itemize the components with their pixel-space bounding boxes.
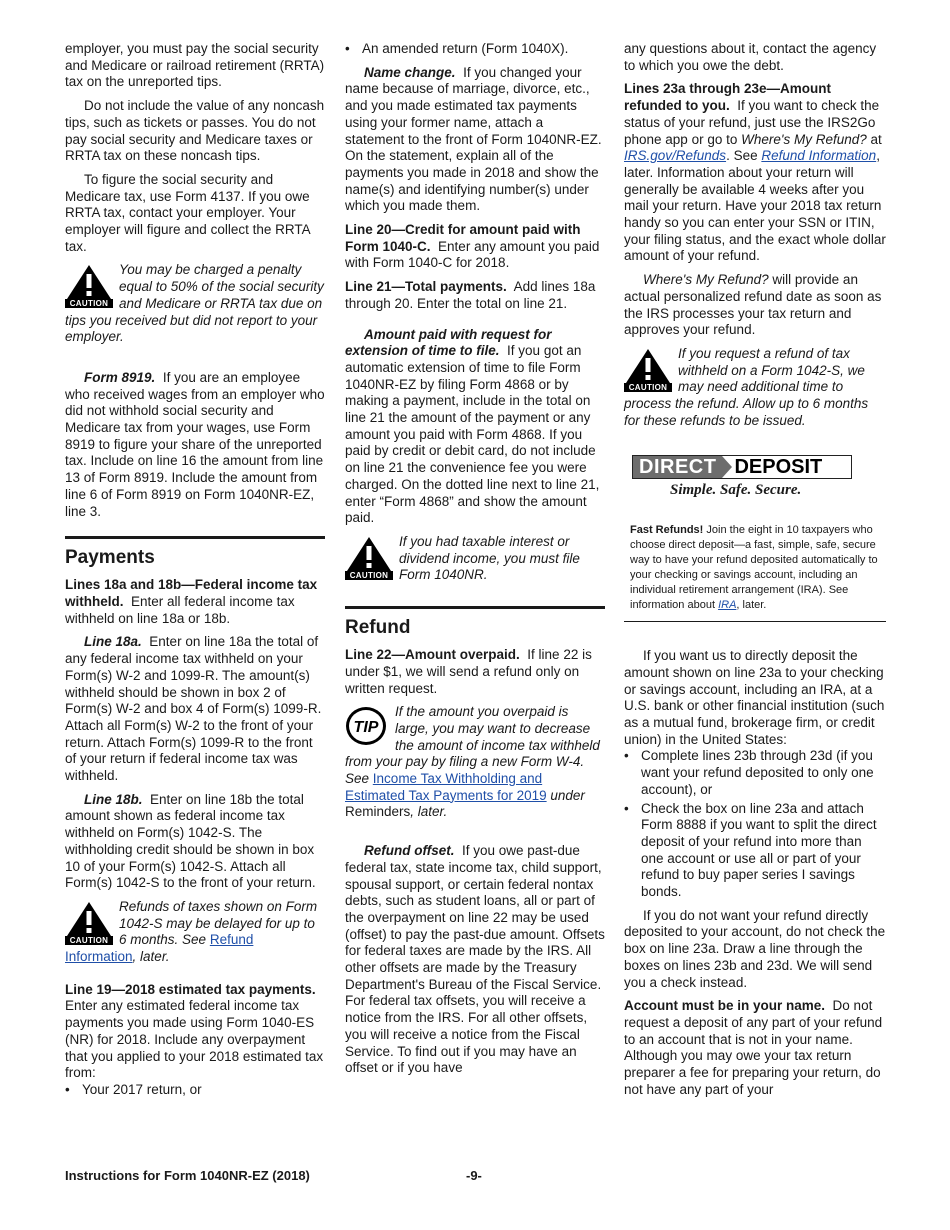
- caution-icon: CAUTION: [624, 348, 672, 392]
- section-rule: [624, 621, 886, 622]
- caution-text: If you request a refund of tax withheld on a Form 1042-S, we may need additional time to process the refund. Allow up to 6 months for these refunds to be issued.: [624, 345, 869, 428]
- paragraph: Do not include the value of any noncash tips, such as tickets or passes. You do not pay social security and Medicare taxes or RRTA tax on these noncash tips.: [65, 98, 325, 164]
- page-number: -9-: [466, 1168, 482, 1183]
- paragraph: Account must be in your name. Do not request a deposit of any part of your refund to an account that is not in your name. Although you may owe your tax return preparer a fee for preparing your return, do not have any part of your: [624, 998, 883, 1097]
- section-rule: [65, 536, 325, 539]
- direct-deposit-logo: DIRECT DEPOSIT: [632, 455, 852, 479]
- arrow-icon: [722, 456, 732, 478]
- paragraph: Where's My Refund? will provide an actual personalized refund date as soon as the IRS processes your tax return and approves your refund.: [624, 272, 882, 338]
- paragraph: Line 21—Total payments. Add lines 18a through 20. Enter the total on line 21.: [345, 279, 596, 311]
- caution-text: If you had taxable interest or dividend income, you must file Form 1040NR.: [399, 533, 580, 583]
- paragraph: Amount paid with request for extension of time to file. If you got an automatic extension of time to file Form 1040NR-EZ by filing Form 4868 or by making a payment, include in the total on line 21 the amount of the payment or any amount you paid with Form 4868. If you paid by credit or debit card, do not include on line 21 the convenience fee you were charged. On the dotted line next to line 21, enter “Form 4868” and show the amount paid.: [345, 326, 600, 526]
- caution-icon: CAUTION: [65, 901, 113, 945]
- direct-deposit-box: [624, 455, 886, 613]
- list-item: • An amended return (Form 1040X).: [345, 41, 605, 58]
- list-item: • Check the box on line 23a and attach Form 8888 if you want to split the direct deposit of your refund into more than one account or use all or part of your refund to buy paper series I savings bonds.: [624, 801, 886, 901]
- paragraph: Line 18b. Enter on line 18b the total amount shown as federal income tax withheld on Form(s) 1042-S. The withholding credit should be shown in box 10 of your Form(s) 1042-S. Attach all Form(s) 1042-S to the front of your return.: [65, 791, 316, 891]
- paragraph: Refund offset. If you owe past-due federal tax, state income tax, child support, spousal support, or certain federal nontax debts, such as student loans, all or part of the overpayment on line 22 may be used (offset) to pay the past-due amount. Offsets for federal taxes are made by the IRS. All other offsets are made by the Treasury Department's Bureau of the Fiscal Service. For federal tax offsets, you will receive a notice from the IRS. For all other offsets, you will receive a notice from the Fiscal Service. To find out if you may have an offset or if you have: [345, 843, 605, 1076]
- paragraph: Line 18a. Enter on line 18a the total of any federal income tax withheld on your Form(s) W-2 and 1099-R. The amount(s) withheld should be shown in box 2 of Form(s) W-2 and box 4 of Form(s) 1099-R. Attach all Form(s) W-2 to the front of your return. Attach Form(s) 1099-R to the front of your return if federal income tax was withheld.: [65, 634, 322, 784]
- paragraph: Form 8919. If you are an employee who received wages from an employer who did not withhold social security and Medicare tax from your wages, use Form 8919 to figure your share of the unreported tax. Include on line 16 the amount from line 13 of Form 8919. Include the amount from line 6 of Form 8919 on Form 1040NR-EZ, line 3.: [65, 369, 325, 519]
- tip-icon: [345, 706, 387, 746]
- svg-text:TIP: TIP: [353, 719, 379, 737]
- ira-link[interactable]: IRA: [718, 599, 737, 612]
- caution-icon: CAUTION: [65, 264, 113, 308]
- section-rule: [345, 606, 605, 609]
- irs-refunds-link[interactable]: IRS.gov/Refunds: [624, 148, 727, 164]
- paragraph: Line 19—2018 estimated tax payments. Enter any estimated federal income tax payments you made using Form 1040-ES (NR) for 2018. Include any overpayment that you applied to your 2018 estimated tax from:: [65, 981, 324, 1081]
- caution-note: [65, 262, 325, 346]
- paragraph: If you do not want your refund directly deposited to your account, do not check the box on line 23a. Draw a line through the boxes on lines 23b and 23d. We will send you a check instead.: [624, 907, 886, 990]
- caution-note: [624, 346, 886, 430]
- paragraph: Line 22—Amount overpaid. If line 22 is under $1, we will send a refund only on written request.: [345, 647, 592, 696]
- paragraph: Line 20—Credit for amount paid with Form 1040-C. Enter any amount you paid with Form 1040-C for 2018.: [345, 222, 600, 271]
- paragraph: If you want us to directly deposit the amount shown on line 23a to your checking or savings account, including an IRA, at a U.S. bank or other financial institution (such as a mutual fund, brokerage firm, or credit union) in the United States:: [624, 648, 885, 747]
- footer-title: Instructions for Form 1040NR-EZ (2018): [65, 1168, 310, 1183]
- caution-icon: CAUTION: [345, 536, 393, 580]
- list-item: • Your 2017 return, or: [65, 1082, 325, 1099]
- income-tax-withholding-link[interactable]: Income Tax Withholding and Estimated Tax Payments for 2019: [345, 771, 547, 803]
- paragraph: To figure the social security and Medicare tax, use Form 4137. If you owe RRTA tax, contact your employer. Your employer will figure and collect the RRTA tax.: [65, 171, 310, 254]
- refund-information-link[interactable]: Refund Information: [761, 148, 877, 164]
- list-item: • Complete lines 23b through 23d (if you want your refund deposited to only one account), or: [624, 748, 886, 798]
- paragraph: any questions about it, contact the agency to which you owe the debt.: [624, 41, 877, 73]
- caution-note: CAUTION Refunds of taxes shown on Form 1042-S may be delayed for up to 6 months. See Refund Information, later.: [65, 898, 318, 965]
- column-1: [65, 41, 325, 1101]
- refund-information-link[interactable]: Refund Information: [65, 932, 254, 965]
- column-3: [624, 41, 886, 1105]
- section-heading-payments: Payments: [65, 547, 155, 569]
- caution-note: [345, 534, 605, 584]
- paragraph: Name change. If you changed your name because of marriage, divorce, etc., and you made estimated tax payments using your former name, attach a statement to the front of Form 1040NR-EZ. On the statement, explain all of the payments you made in 2018 and show the name(s) and identifying number(s) under which you made them.: [345, 64, 602, 214]
- fast-refunds-text: Fast Refunds! Join the eight in 10 taxpayers who choose direct deposit—a fast, simple, safe, secure way to have your refund deposited automatically to your checking or savings account, including an individual retirement arrangement (IRA). See information about IRA, later.: [630, 524, 878, 612]
- column-2: [345, 41, 605, 1084]
- paragraph: Lines 18a and 18b—Federal income tax withheld. Enter all federal income tax withheld on line 18a or 18b.: [65, 577, 318, 626]
- tip-note: TIP If the amount you overpaid is large, you may want to decrease the amount of income tax withheld from your pay by filing a new Form W-4. See Income Tax Withholding and Estimated Tax Payments for 2019 under Reminders, later.: [345, 704, 600, 820]
- caution-text: You may be charged a penalty equal to 50% of the social security and Medicare or RRTA tax due on tips you received but did not report to your employer.: [65, 262, 324, 345]
- direct-deposit-slogan: Simple. Safe. Secure.: [670, 482, 802, 499]
- section-heading-refund: Refund: [345, 617, 411, 639]
- paragraph: Lines 23a through 23e—Amount refunded to you. If you want to check the status of your refund, just use the IRS2Go phone app or go to Where's My Refund? at IRS.gov/Refunds. See Refund Information, later. Information about your return will generally be available 4 weeks after you mail your return. Have your 2018 tax return handy so you can enter your SSN or ITIN, your filing status, and the exact whole dollar amount of your refund.: [624, 81, 886, 264]
- paragraph: employer, you must pay the social security and Medicare or railroad retirement (RRTA) tax on the unreported tips.: [65, 41, 325, 90]
